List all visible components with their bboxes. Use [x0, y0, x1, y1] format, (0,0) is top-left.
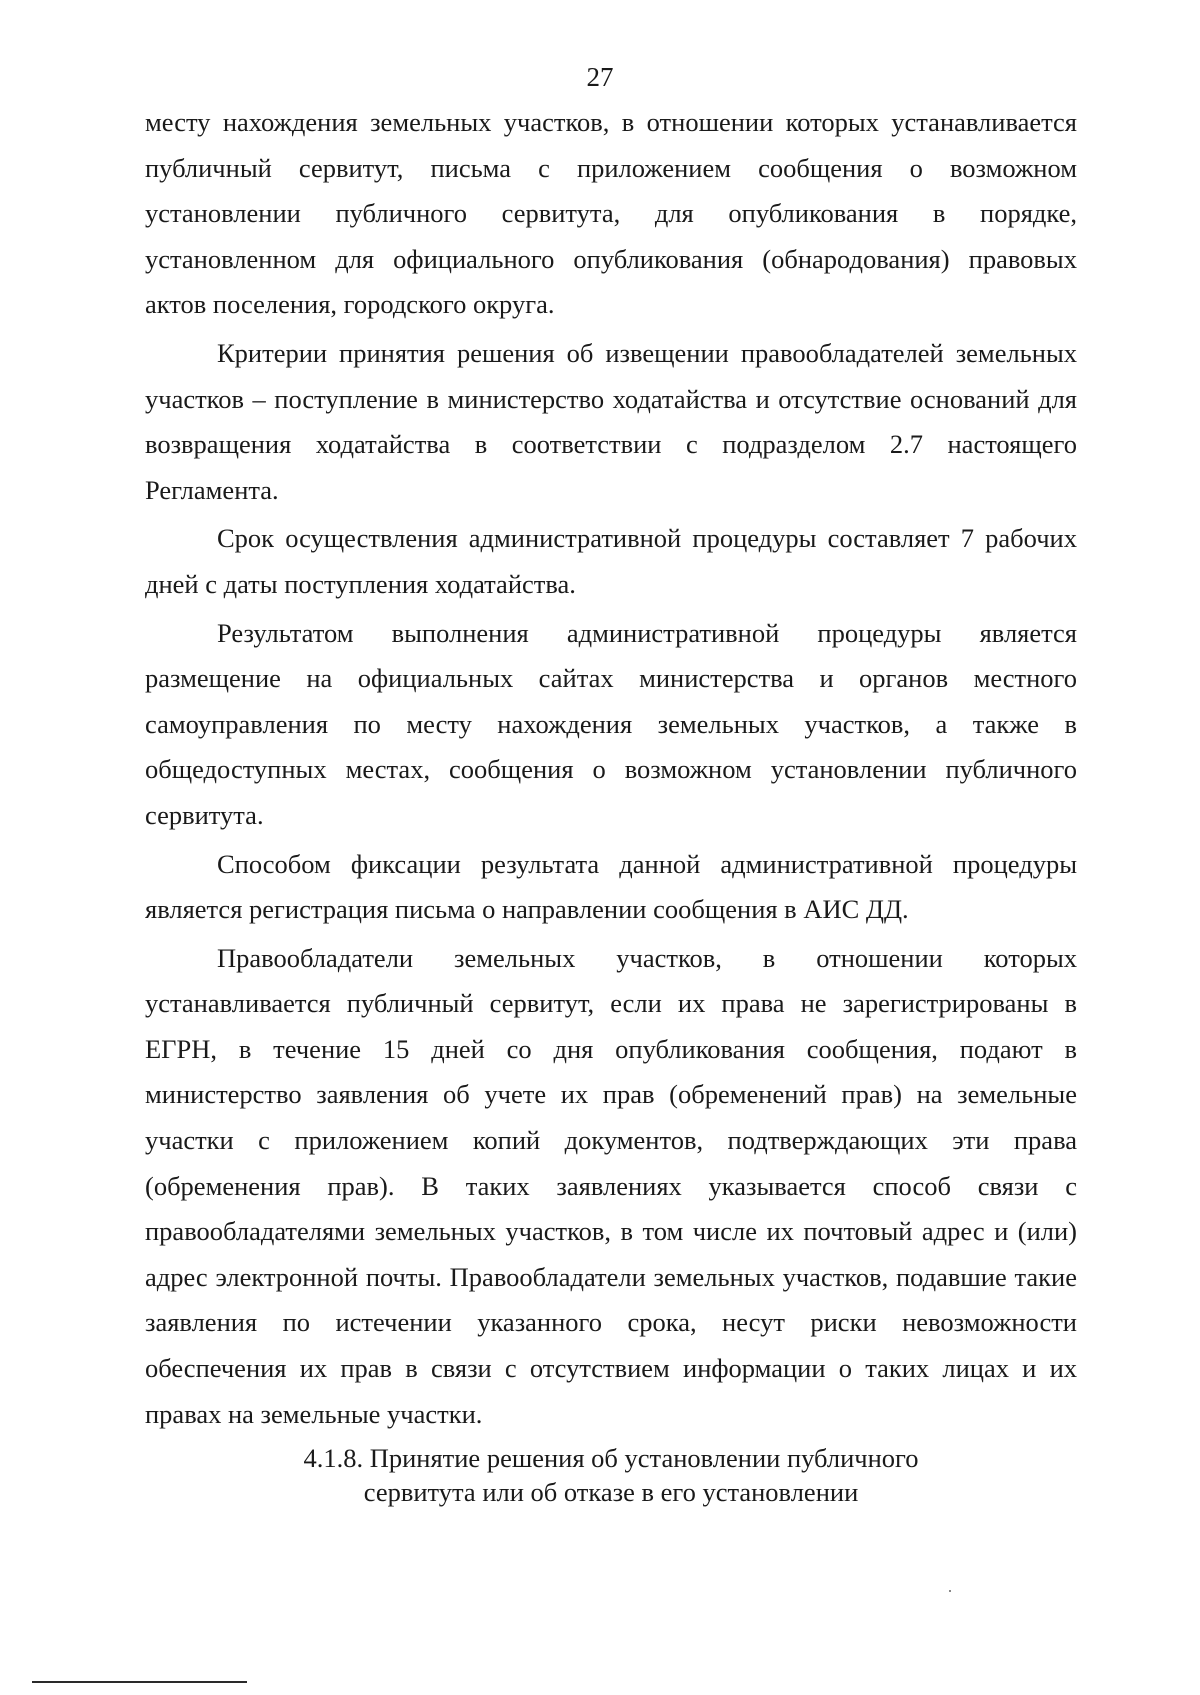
paragraph-deadline: Срок осуществления административной процедуры составляет 7 рабочих дней с даты поступления ходатайства.	[145, 523, 1077, 599]
page-number: 27	[586, 62, 614, 92]
paragraph-continuation: месту нахождения земельных участков, в отношении которых устанавливается публичный сервитут, письма с приложением сообщения о возможном установлении публичного сервитута, для опубликования в порядке, установленном для официального опубликования (обнародования) правовых актов поселения, городского округа.	[145, 107, 1077, 320]
footnote-rule	[32, 1681, 247, 1683]
paragraph-fixation: Способом фиксации результата данной административной процедуры является регистрация письма о направлении сообщения в АИС ДД.	[145, 848, 1077, 925]
paragraph-criteria: Критерии принятия решения об извещении правообладателей земельных участков – поступление в министерство ходатайства и отсутствие оснований для возвращения ходатайства в соответствии с подразделом 2.7 настоящего Регламента.	[145, 337, 1077, 505]
section-heading-line-1: 4.1.8. Принятие решения об установлении публичного	[303, 1443, 919, 1474]
section-heading-line-2: сервитута или об отказе в его установлении	[363, 1477, 859, 1508]
document-body	[145, 100, 1077, 1509]
paragraph-rightholders: Правообладатели земельных участков, в отношении которых устанавливается публичный сервитут, если их права не зарегистрированы в ЕГРН, в течение 15 дней со дня опубликования сообщения, подают в министерство заявления об учете их прав (обременений прав) на земельные участки с приложением копий документов, подтверждающих эти права (обременения прав). В таких заявлениях указывается способ связи с правообладателями земельных участков, в том числе их почтовый адрес и (или) адрес электронной почты. Правообладатели земельных участков, подавшие такие заявления по истечении указанного срока, несут риски невозможности обеспечения их прав в связи с отсутствием информации о таких лицах и их правах на земельные участки.	[145, 942, 1077, 1429]
paragraph-result: Результатом выполнения административной процедуры является размещение на официальных сайтах министерства и органов местного самоуправления по месту нахождения земельных участков, а также в общедоступных местах, сообщения о возможном установлении публичного сервитута.	[145, 617, 1077, 830]
section-heading	[145, 1441, 1077, 1509]
scan-speck	[949, 1590, 951, 1592]
